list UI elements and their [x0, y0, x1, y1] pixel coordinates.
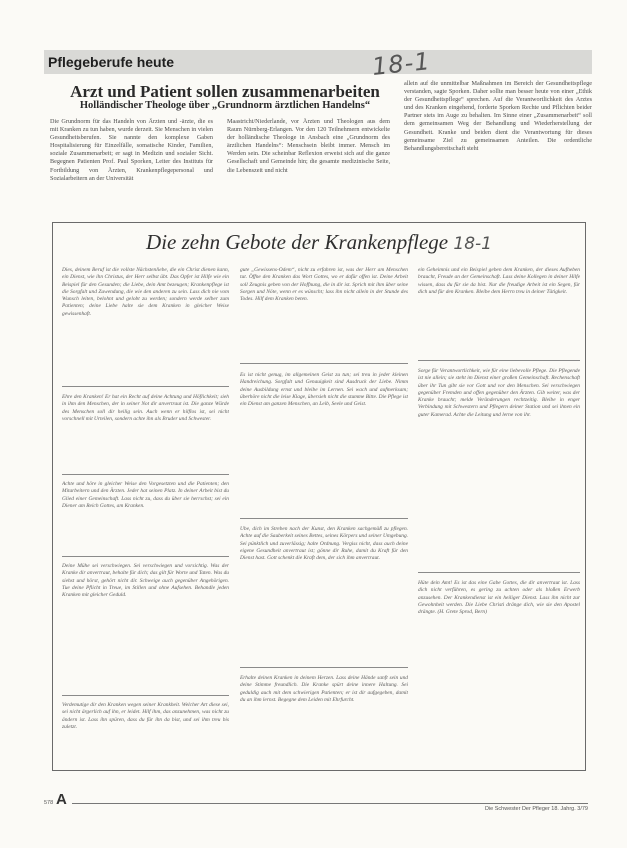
- commandment-block: Dies, deinem Beruf ist die vollste Nächstenliebe, die ein Christ dienen kann, ein Dienst, wie ihn Christus, der Herr selbst übt. Das Opfer ist Hilfe wie ein Beispiel für den Gesunden; die Liebe, dein Amt bezeugen; Krankenpflege ist die Sorgfalt und Zuwendung, die wie den anderen zu sein. Lass dich nie vom Wunsch leiten, belohnt und gelobt zu werden; sondern werde selber zum Patienten; deine Liebe halte sie dem Kranken in gleicher Weise gewissenhaft.: [62, 267, 229, 317]
- footer-rule: [72, 803, 588, 804]
- divider: [240, 518, 408, 519]
- article-subheadline: Holländischer Theologe über „Grundnorm ärztlichen Handelns“: [79, 100, 371, 111]
- divider: [62, 695, 229, 696]
- divider: [62, 474, 229, 475]
- commandment-block: Deine Mühe sei verschwiegen. Sei verschwiegen und vorsichtig. Was der Kranke dir anvertraut, behalte für dich; das gilt für Worte und Taten. Was du siehst und hörst, gehört nicht dir. Schweige auch gegenüber Angehörigen. Tue deine Pflicht in Treue, im Stillen und ohne Aufsehen. Behandle jeden Kranken mit gleicher Geduld.: [62, 563, 229, 599]
- commandment-block: Achte und höre in gleicher Weise den Vorgesetzten und die Patienten; den Mitarbeitern und den Ärzten. Jeder hat seinen Platz. In deiner Arbeit bist du Glied einer Gemeinschaft. Lass nicht zu, dass du über sie herrschst; sei ein Diener am Reich Gottes, am Kranken.: [62, 481, 229, 509]
- section-header-label: Pflegeberufe heute: [48, 54, 175, 70]
- article-column-1: Die Grundnorm für das Handeln von Ärzten und -ärzte, die es mit Kranken zu tun haben, wurde derzeit. Sie Menschen in vielen Gesundheitsberufen. Sie nannte den komplexe Gaben Hospitalisierung für Einzelfälle, somatische Kinder, Familien, soziale Zusammenarbeit; er sagt in Medizin und sozialer Sicht. Begegnen Patienten Prof. Paul Sporken, Leiter des Instituts für Fortbildung von Ärzten, Krankenpflegepersonal und Sozialarbeitern an der Universität: [50, 118, 213, 182]
- footer-source: Die Schwester Der Pfleger 18. Jahrg. 3/79: [484, 806, 588, 812]
- divider: [62, 556, 229, 557]
- commandment-block: Sorge für Verantwortlichkeit, wie für eine liebevolle Pflege. Die Pflegende ist nie allein; sie steht im Dienst einer großen Gemeinschaft. Rechenschaft über ihr Tun gibt sie vor Gott und vor den Menschen. Sei verschwiegen gegenüber Fremden und offen gegenüber den Ärzten. Gib weiter, was der Kranke braucht; melde Veränderungen rechtzeitig. Bleibe in enger Verbindung mit Schwestern und Pflegern deiner Station und sei ihnen ein guter Kamerad. Achte die Leitung und lerne von ihr.: [418, 368, 580, 418]
- divider: [418, 572, 580, 573]
- divider: [240, 667, 408, 668]
- commandment-block: Erhalte deinen Kranken in deinem Herzen. Lass deine Hände sanft sein und deine Stimme freundlich. Die Kranke spürt deine innere Haltung. Sei geduldig auch mit dem schwierigen Patienten; er ist dir aufgegeben, damit du an ihm lernst. Begegne dem Leiden mit Ehrfurcht.: [240, 675, 408, 703]
- section-header: [44, 50, 592, 74]
- commandment-block: Ehre den Kranken! Er hat ein Recht auf deine Achtung und Höflichkeit; sieh in ihm den Menschen, der in seiner Not dir anvertraut ist. Die ganze Würde des Menschen soll dir heilig sein. Auch wenn er hilflos ist, sei nicht vorschnell mit Urteilen, sondern achte ihn als Bruder und Schwester.: [62, 394, 229, 422]
- article-column-3: allein auf die unmittelbar Maßnahmen im Bereich der Gesundheitspflege verstanden, sagte Sporken. Daher sollte man besser heute von einer „Ethik der Gesundheitspflege“ sprechen. Auf die Verantwortlichkeit des Arztes und des Kranken eingehend, forderte Sporken Rechte und Pflichten beider Partner stets im Auge zu behalten. Im Sinne einer „Zusammenarbeit“ soll dem gemeinsamen Weg der Behandlung und Wiederherstellung der Gesundheit. Kranke und beiden dient die Verantwortung für dieses gemeinsame Ziel zu gemeinsamen Anteilen. Die ordentliche Behandlungsbereitschaft steht: [404, 80, 592, 152]
- feature-box-handwritten-mark: 18-1: [453, 234, 492, 254]
- commandment-block: ein Geheimnis und ein Beispiel geben dem Kranken, der dieses Aufheben braucht, Freude an der Gemeinschaft. Lass deine Kollegen in deiner Hilfe wissen, dass du für sie da bist. Nur die freudige Arbeit ist ein Segen, für dich und für den Kranken. Bleibe dem Herrn treu in deiner Tätigkeit.: [418, 267, 580, 295]
- page-number: 578: [44, 800, 54, 806]
- commandment-block: Es ist nicht genug, im allgemeinen Geist zu tun; sei treu in jeder kleinen Handreichung. Sorgfalt und Genauigkeit sind Ausdruck der Liebe. Nimm deine Ausbildung ernst und bleibe im Lernen. Sei wach und aufmerksam; überhöre nicht die leise Klage, übersieh nicht die stumme Bitte. Die Pflege ist ein Dienst am ganzen Menschen, an Leib, Seele und Geist.: [240, 372, 408, 408]
- handwritten-mark: 18-1: [370, 47, 432, 81]
- feature-box-title: [58, 230, 580, 255]
- footer-logo-letter: A: [56, 791, 67, 808]
- divider: [62, 386, 229, 387]
- commandment-block: Hüte dein Amt! Es ist das eine Gabe Gottes, die dir anvertraut ist. Lass dich nicht verführen, es gering zu achten oder als bloßen Erwerb anzusehen. Der Krankendienst ist ein heiliger Dienst. Lass ihn nicht zur Gewohnheit werden. Die Liebe Christi dränge dich, wie sie den Apostel drängte. (H. Grete Sprod, Bern): [418, 580, 580, 616]
- article-column-2: Maastricht/Niederlande, vor Ärzten und Theologen aus dem Raum Nürnberg-Erlangen. Vor den 120 Teilnehmern entwickelte der holländische Theologe in Ansbach eine „Grundnorm des ärztlichen Handelns“: Menschsein bleibt immer. Mensch im Werden sein. Die scheinbar Reflexion erweist sich auf die ganze Gesellschaft und Gemeinde hin; die gesamte medizinische Seite, die Lebenszeit und nicht: [227, 118, 390, 174]
- commandment-block: Übe, dich im Streben nach der Kunst, den Kranken sachgemäß zu pflegen. Achte auf die Sauberkeit seines Bettes, seines Körpers und seiner Umgebung. Sei pünktlich und zuverlässig; halte Ordnung. Vergiss nicht, dass auch deine eigene Gesundheit anvertraut ist; gönne dir Ruhe, damit du Kraft für den Dienst hast. Gott schenkt die Kraft dem, der sich ihm anvertraut.: [240, 526, 408, 562]
- article-headline: Arzt und Patient sollen zusammenarbeiten: [70, 82, 380, 101]
- commandment-block: Verdemutige dir den Kranken wegen seiner Krankheit. Welcher Art diese sei, sei nicht ärgerlich auf ihn, er leidet. Hilf ihm, das anzunehmen, was nicht zu ändern ist. Lass ihn spüren, dass du für ihn da bist, und sei ihm treu bis zuletzt.: [62, 702, 229, 730]
- divider: [418, 360, 580, 361]
- divider: [240, 363, 408, 364]
- feature-box-title-text: Die zehn Gebote der Krankenpflege: [146, 230, 449, 254]
- commandment-block: gute „Gewissens-Odem“, nicht zu erfahren ist, was der Herr am Menschen tut. Öffne den Kranken das Wort Gottes, wo er dafür offen ist. Deine Arbeit soll Zeugnis geben von der Hoffnung, die in dir ist. Sprich mit ihm über seine Sorgen und Nöte, wenn er es wünscht; lass ihn nicht allein in der Stunde des Todes. Hilf dem Kranken beten.: [240, 267, 408, 303]
